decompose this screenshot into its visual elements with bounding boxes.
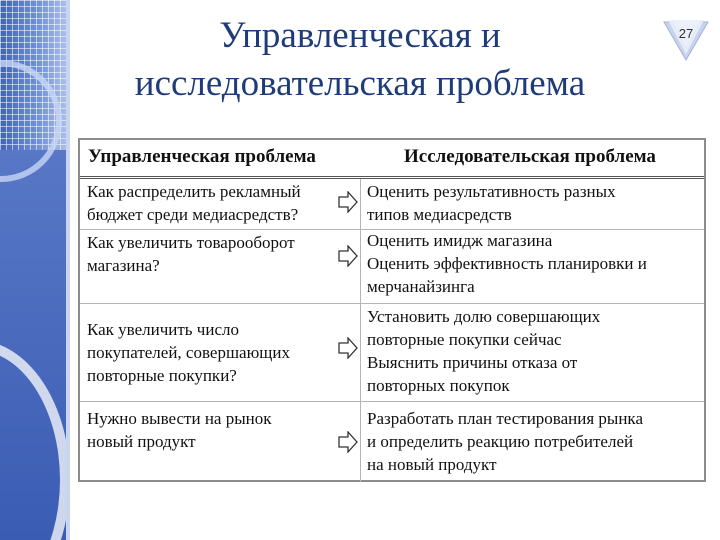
page-number: 27 [678, 26, 694, 41]
cell-line: Установить долю совершающих [367, 307, 601, 326]
cell-line: Оценить эффективность планировки и [367, 254, 647, 273]
left-decorative-band [0, 0, 66, 540]
table-row [80, 179, 704, 230]
cell-line: Как увеличить число [87, 320, 239, 339]
title-line-2: исследовательская проблема [134, 63, 586, 104]
header-management-problem: Управленческая проблема [88, 146, 316, 167]
management-cell [87, 180, 345, 226]
slide-title [80, 12, 640, 108]
title-line-1: Управленческая и [219, 15, 501, 56]
cell-line: магазина? [87, 256, 160, 275]
cell-line: Оценить результативность разных [367, 182, 616, 201]
cell-line: и определить реакцию потребителей [367, 432, 634, 451]
right-arrow-icon [338, 245, 358, 267]
table-header [80, 140, 704, 179]
cell-line: Выяснить причины отказа от [367, 353, 578, 372]
management-cell [87, 318, 345, 387]
cell-line: мерчанайзинга [367, 277, 475, 296]
research-cell [367, 407, 702, 476]
cell-line: новый продукт [87, 432, 196, 451]
management-cell [87, 407, 345, 453]
header-research-problem: Исследовательская проблема [404, 146, 656, 167]
cell-line: повторные покупки сейчас [367, 330, 562, 349]
cell-line: Как увеличить товарооборот [87, 233, 295, 252]
cell-line: типов медиасредств [367, 205, 512, 224]
band-divider-line [66, 0, 70, 540]
cell-line: покупателей, совершающих [87, 343, 290, 362]
cell-line: Разработать план тестирования рынка [367, 409, 643, 428]
cell-line: повторные покупки? [87, 366, 237, 385]
cell-line: Нужно вывести на рынок [87, 409, 272, 428]
problems-table [78, 138, 706, 482]
right-arrow-icon [338, 431, 358, 453]
management-cell [87, 231, 345, 277]
research-cell [367, 229, 702, 298]
table-row [80, 303, 704, 402]
cell-line: повторных покупок [367, 376, 510, 395]
cell-line: бюджет среди медиасредств? [87, 205, 299, 224]
table-row [80, 401, 704, 481]
cell-line: Оценить имидж магазина [367, 231, 553, 250]
right-arrow-icon [338, 337, 358, 359]
research-cell [367, 180, 702, 226]
table-row [80, 229, 704, 304]
right-arrow-icon [338, 191, 358, 213]
cell-line: на новый продукт [367, 455, 497, 474]
cell-line: Как распределить рекламный [87, 182, 301, 201]
research-cell [367, 305, 702, 397]
